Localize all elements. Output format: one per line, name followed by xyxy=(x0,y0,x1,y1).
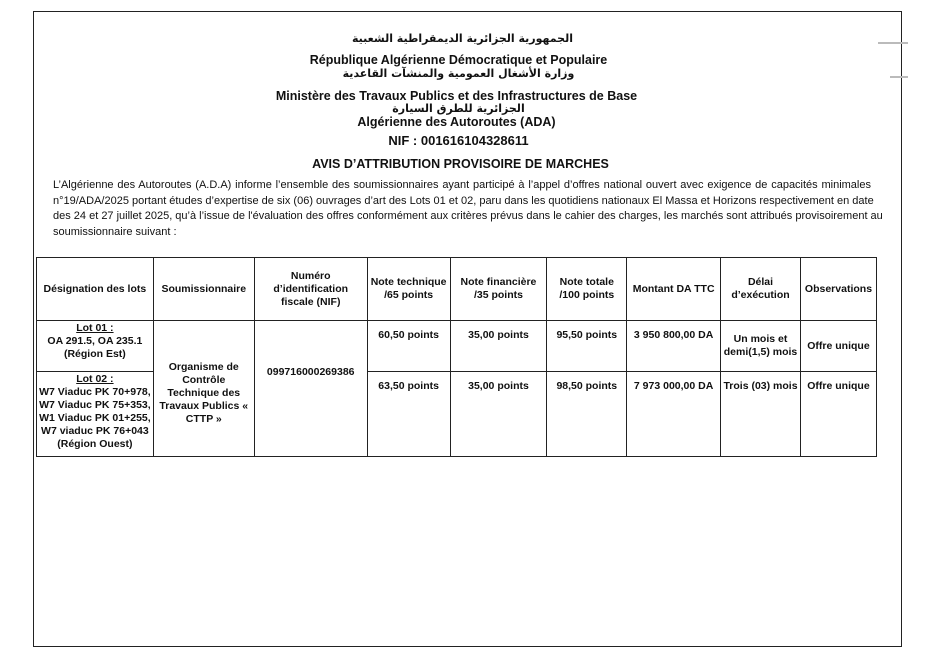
observations-cell: Offre unique xyxy=(800,321,876,372)
header-delai: Délai d’exécution xyxy=(721,258,801,321)
ministry-arabic: وزارة الأشغال العمومية والمنشآت القاعدية xyxy=(342,67,575,80)
note-technique-cell: 60,50 points xyxy=(367,321,450,372)
republic-french: République Algérienne Démocratique et Populaire xyxy=(309,53,608,67)
lot-name: Lot 02 : xyxy=(76,373,114,385)
attribution-table xyxy=(36,257,877,457)
note-totale-cell: 95,50 points xyxy=(547,321,627,372)
lot-designation xyxy=(37,372,154,457)
intro-line: n°19/ADA/2025 portant études d’expertise de six (06) ouvrages d’art des Lots 01 et 02, paru dans les quotidiens nationaux El Massa et Horizons respectivement en date xyxy=(53,194,874,207)
montant-cell: 7 973 000,00 DA xyxy=(627,372,721,457)
table-header-row xyxy=(37,258,877,321)
agency-arabic: الجزائرية للطرق السيارة xyxy=(392,102,525,115)
header-montant: Montant DA TTC xyxy=(627,258,721,321)
montant-cell: 3 950 800,00 DA xyxy=(627,321,721,372)
lot-detail: OA 291.5, OA 235.1 (Région Est) xyxy=(47,335,143,360)
delai-cell: Un mois et demi(1,5) mois xyxy=(721,321,801,372)
nif-cell: 099716000269386 xyxy=(254,321,367,457)
agency-french: Algérienne des Autoroutes (ADA) xyxy=(357,115,556,129)
note-totale-cell: 98,50 points xyxy=(547,372,627,457)
observations-cell: Offre unique xyxy=(800,372,876,457)
header-observations: Observations xyxy=(800,258,876,321)
header-soumissionnaire: Soumissionnaire xyxy=(153,258,254,321)
note-technique-cell: 63,50 points xyxy=(367,372,450,457)
delai-cell: Trois (03) mois xyxy=(721,372,801,457)
notice-title: AVIS D’ATTRIBUTION PROVISOIRE DE MARCHES xyxy=(312,157,609,171)
lot-designation xyxy=(37,321,154,372)
republic-arabic: الجمهورية الجزائرية الديمقراطية الشعبية xyxy=(352,32,573,45)
header-note-totale: Note totale /100 points xyxy=(547,258,627,321)
intro-line: des 24 et 27 juillet 2025, qu’à l’issue de l'évaluation des offres conformément aux critères prévus dans le cahier des charges, les marchés sont attribués provisoirement au xyxy=(53,210,883,222)
scan-mark xyxy=(878,42,908,44)
soumissionnaire-cell: Organisme de Contrôle Technique des Travaux Publics « CTTP » xyxy=(153,321,254,457)
table-row xyxy=(37,321,877,372)
nif-number: NIF : 001616104328611 xyxy=(388,133,529,148)
lot-detail: W7 Viaduc PK 70+978, W7 Viaduc PK 75+353, W1 Viaduc PK 01+255, W7 viaduc PK 76+043 (Région Ouest) xyxy=(39,386,151,450)
header-nif: Numéro d’identification fiscale (NIF) xyxy=(254,258,367,321)
intro-line: L’Algérienne des Autoroutes (A.D.A) informe l’ensemble des soumissionnaires ayant participé à l’appel d’offres national ouvert avec exigence de capacités minimales xyxy=(53,179,871,191)
scan-mark xyxy=(890,76,908,78)
note-financiere-cell: 35,00 points xyxy=(450,372,547,457)
intro-paragraph xyxy=(53,178,883,240)
header-note-technique: Note technique /65 points xyxy=(367,258,450,321)
intro-line: soumissionnaire suivant : xyxy=(53,225,177,238)
header-designation: Désignation des lots xyxy=(37,258,154,321)
header-note-financiere: Note financière /35 points xyxy=(450,258,547,321)
ministry-french: Ministère des Travaux Publics et des Infrastructures de Base xyxy=(275,89,638,103)
lot-name: Lot 01 : xyxy=(76,322,114,334)
note-financiere-cell: 35,00 points xyxy=(450,321,547,372)
